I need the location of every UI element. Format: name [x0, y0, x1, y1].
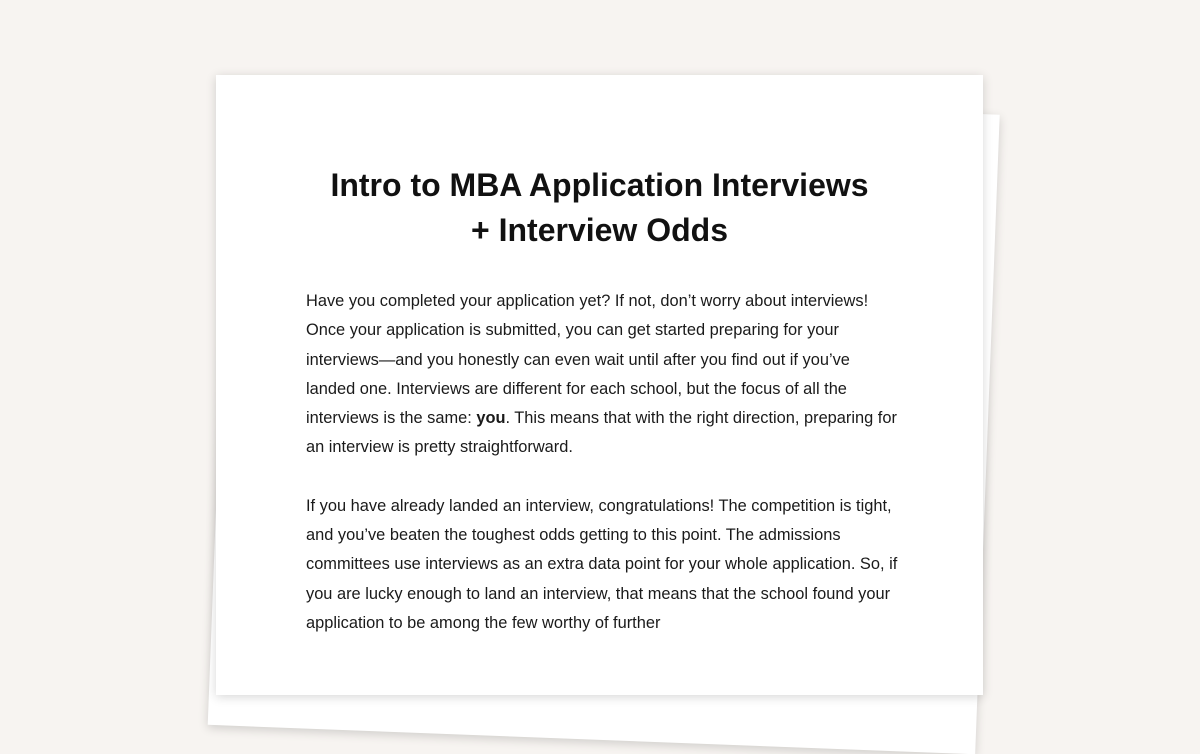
paragraph-1	[306, 287, 898, 463]
document-body	[306, 287, 898, 667]
document-page	[216, 75, 983, 695]
document-title-line-1: Intro to MBA Application Interviews	[330, 167, 869, 203]
paragraph-1-emphasis: you	[476, 409, 506, 428]
paragraph-1-text-start: Have you completed your application yet? If not, don’t worry about interviews! Once your application is submitted, you can get started preparing for your interviews—and you honestly can even wait until after you find out if you’ve landed one. Interviews are different for each school, but the focus of all the interviews is the same:	[306, 292, 869, 428]
paragraph-2: If you have already landed an interview, congratulations! The competition is tight, and you’ve beaten the toughest odds getting to this point. The admissions committees use interviews as an extra data point for your whole application. So, if you are lucky enough to land an interview, that means that the school found your application to be among the few worthy of further	[306, 496, 898, 632]
paragraph-1-text-end: . This means that with the right direction, preparing for an interview is pretty straightforward.	[306, 409, 897, 457]
document-title	[216, 163, 983, 253]
document-title-line-2: + Interview Odds	[471, 212, 728, 248]
